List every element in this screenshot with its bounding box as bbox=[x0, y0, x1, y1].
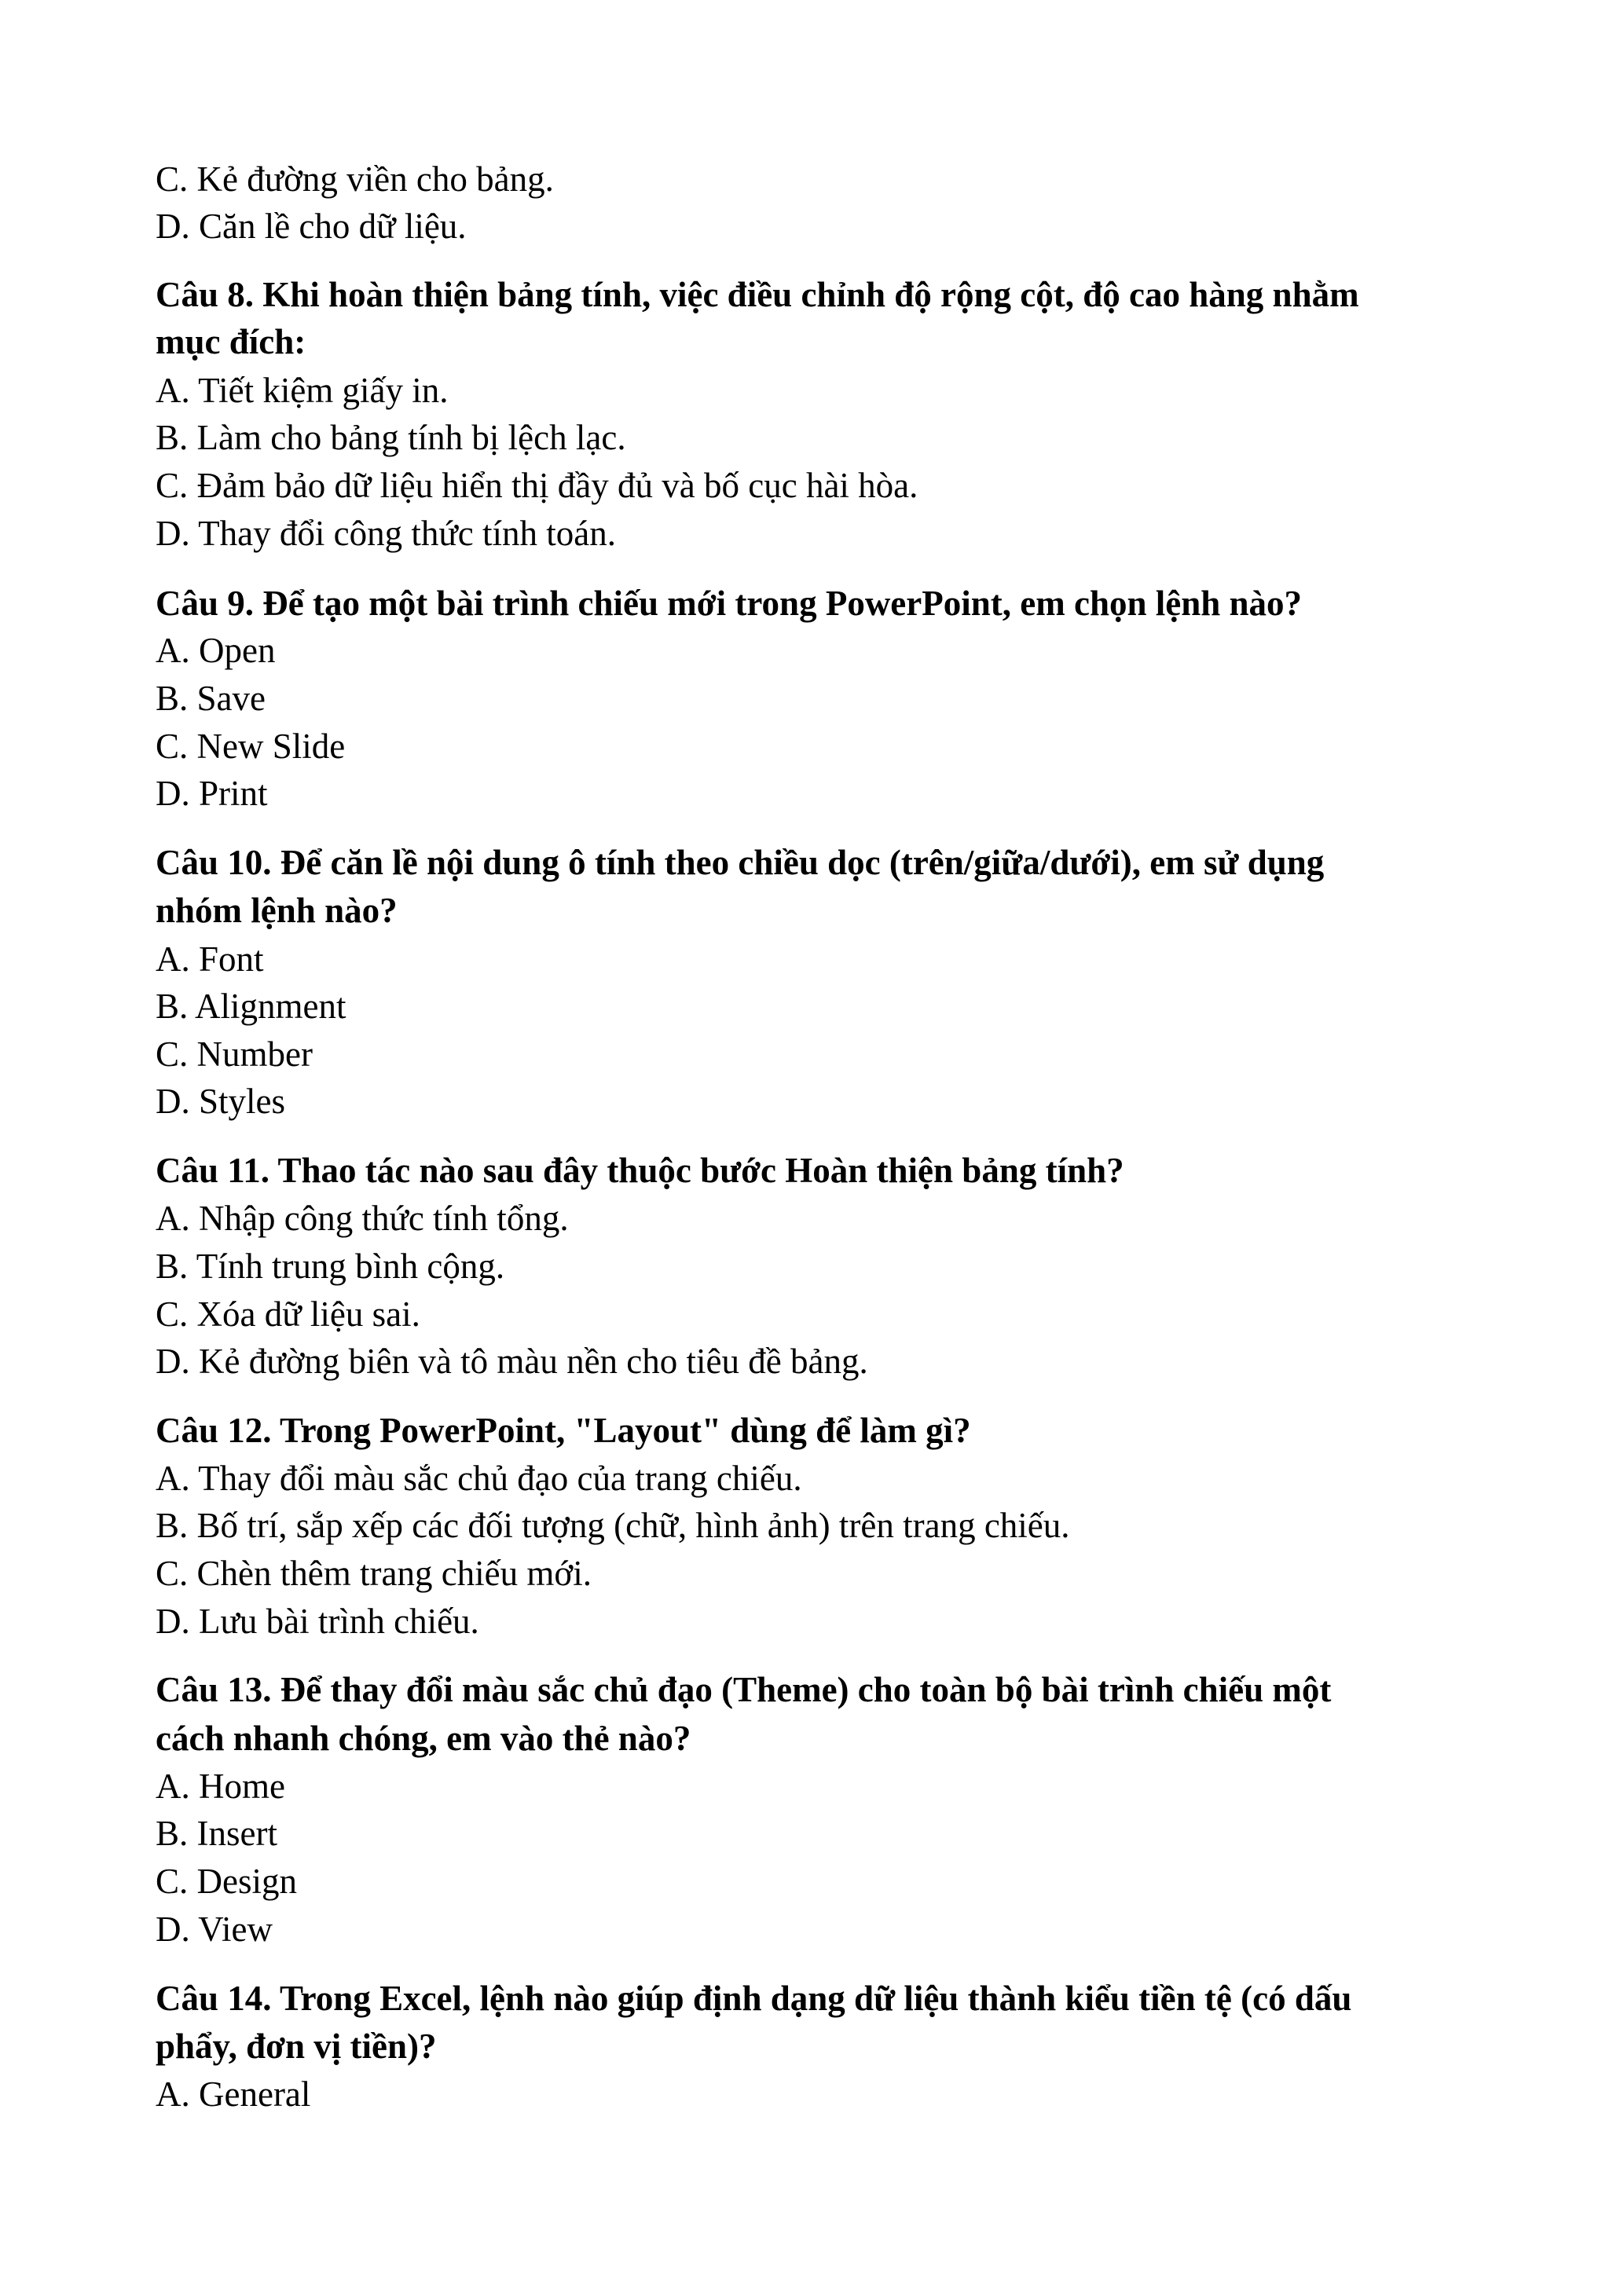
question-13-text: Câu 13. Để thay đổi màu sắc chủ đạo (Theme) cho toàn bộ bài trình chiếu một bbox=[156, 1670, 1332, 1709]
q11-option-a: A. Nhập công thức tính tổng. bbox=[156, 1199, 569, 1238]
q11-option-d: D. Kẻ đường biên và tô màu nền cho tiêu đề bảng. bbox=[156, 1342, 868, 1381]
q8-option-d: D. Thay đổi công thức tính toán. bbox=[156, 514, 616, 553]
question-14-text-cont: phẩy, đơn vị tiền)? bbox=[156, 2027, 437, 2066]
q10-option-b: B. Alignment bbox=[156, 987, 346, 1026]
q13-option-c: C. Design bbox=[156, 1862, 297, 1901]
q11-option-c: C. Xóa dữ liệu sai. bbox=[156, 1294, 420, 1334]
q12-option-a: A. Thay đổi màu sắc chủ đạo của trang chiếu. bbox=[156, 1459, 802, 1498]
q9-option-d: D. Print bbox=[156, 774, 268, 813]
question-14-text: Câu 14. Trong Excel, lệnh nào giúp định dạng dữ liệu thành kiểu tiền tệ (có dấu bbox=[156, 1979, 1352, 2018]
q9-option-c: C. New Slide bbox=[156, 727, 346, 766]
question-11-text: Câu 11. Thao tác nào sau đây thuộc bước Hoàn thiện bảng tính? bbox=[156, 1151, 1124, 1190]
q11-option-b: B. Tính trung bình cộng. bbox=[156, 1247, 505, 1286]
q12-option-c: C. Chèn thêm trang chiếu mới. bbox=[156, 1554, 592, 1593]
question-9-text: Câu 9. Để tạo một bài trình chiếu mới trong PowerPoint, em chọn lệnh nào? bbox=[156, 584, 1303, 623]
q12-option-d: D. Lưu bài trình chiếu. bbox=[156, 1602, 479, 1641]
q7-option-c: C. Kẻ đường viền cho bảng. bbox=[156, 159, 554, 199]
question-8-text-cont: mục đích: bbox=[156, 322, 306, 361]
q8-option-b: B. Làm cho bảng tính bị lệch lạc. bbox=[156, 418, 626, 457]
q7-option-d: D. Căn lề cho dữ liệu. bbox=[156, 207, 467, 246]
question-10-text: Câu 10. Để căn lề nội dung ô tính theo chiều dọc (trên/giữa/dưới), em sử dụng bbox=[156, 843, 1325, 882]
q10-option-c: C. Number bbox=[156, 1034, 313, 1074]
q13-option-d: D. View bbox=[156, 1910, 273, 1949]
q13-option-b: B. Insert bbox=[156, 1814, 277, 1853]
q14-option-a: A. General bbox=[156, 2074, 311, 2114]
q10-option-d: D. Styles bbox=[156, 1082, 286, 1121]
q8-option-a: A. Tiết kiệm giấy in. bbox=[156, 371, 449, 410]
question-8-text: Câu 8. Khi hoàn thiện bảng tính, việc điều chỉnh độ rộng cột, độ cao hàng nhằm bbox=[156, 275, 1359, 314]
q13-option-a: A. Home bbox=[156, 1767, 285, 1806]
q8-option-c: C. Đảm bảo dữ liệu hiển thị đầy đủ và bố cục hài hòa. bbox=[156, 466, 918, 505]
q12-option-b: B. Bố trí, sắp xếp các đối tượng (chữ, hình ảnh) trên trang chiếu. bbox=[156, 1506, 1070, 1545]
question-12-text: Câu 12. Trong PowerPoint, "Layout" dùng để làm gì? bbox=[156, 1411, 971, 1450]
q10-option-a: A. Font bbox=[156, 939, 264, 979]
question-13-text-cont: cách nhanh chóng, em vào thẻ nào? bbox=[156, 1719, 691, 1758]
q9-option-a: A. Open bbox=[156, 631, 276, 670]
question-10-text-cont: nhóm lệnh nào? bbox=[156, 891, 398, 930]
q9-option-b: B. Save bbox=[156, 679, 266, 718]
